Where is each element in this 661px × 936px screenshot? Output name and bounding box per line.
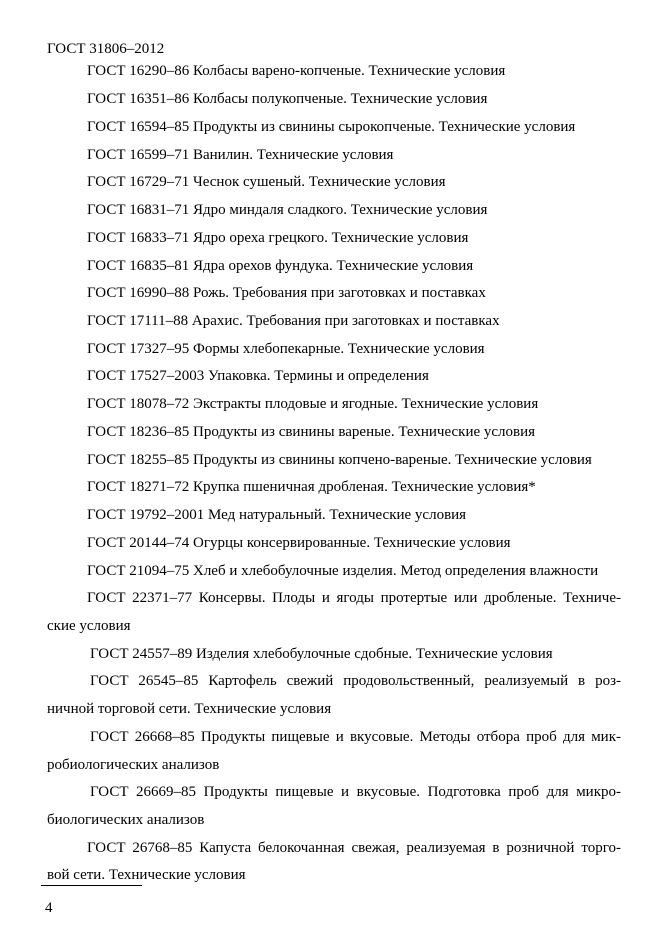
reference-line-4: ГОСТ 16599–71 Ванилин. Технические условия [87, 147, 394, 163]
footnote-divider [41, 885, 142, 886]
reference-line-19: ГОСТ 21094–75 Хлеб и хлебобулочные изделия. Метод определения влажности [87, 563, 599, 579]
wrapped-reference-5-second: биологических анализов [47, 812, 205, 828]
reference-line-11: ГОСТ 17327–95 Формы хлебопекарные. Технические условия [87, 341, 485, 357]
reference-line-16: ГОСТ 18271–72 Крупка пшеничная дробленая. Технические условия* [87, 479, 536, 495]
reference-line-12: ГОСТ 17527–2003 Упаковка. Термины и определения [87, 368, 429, 384]
reference-line-1: ГОСТ 16290–86 Колбасы варено-копченые. Технические условия [87, 63, 506, 79]
reference-line-13: ГОСТ 18078–72 Экстракты плодовые и ягодные. Технические условия [87, 396, 539, 412]
wrapped-reference-2-first: ГОСТ 24557–89 Изделия хлебобулочные сдобные. Технические условия [90, 646, 553, 662]
wrapped-reference-5-first: ГОСТ 26669–85 Продукты пищевые и вкусовые. Подготовка проб для микро- [90, 784, 621, 800]
reference-line-10: ГОСТ 17111–88 Арахис. Требования при заготовках и поставках [87, 313, 500, 329]
reference-line-15: ГОСТ 18255–85 Продукты из свинины копчено-вареные. Технические условия [87, 452, 592, 468]
page-number: 4 [45, 900, 53, 916]
reference-line-3: ГОСТ 16594–85 Продукты из свинины сырокопченые. Технические условия [87, 119, 576, 135]
reference-line-2: ГОСТ 16351–86 Колбасы полукопченые. Технические условия [87, 91, 488, 107]
wrapped-reference-3-first: ГОСТ 26545–85 Картофель свежий продовольственный, реализуемый в роз- [90, 673, 621, 689]
wrapped-reference-4-second: робиологических анализов [47, 757, 220, 773]
wrapped-reference-3-second: ничной торговой сети. Технические условия [47, 701, 332, 717]
document-header-id: ГОСТ 31806–2012 [47, 41, 165, 57]
reference-line-8: ГОСТ 16835–81 Ядра орехов фундука. Технические условия [87, 258, 474, 274]
reference-line-9: ГОСТ 16990–88 Рожь. Требования при заготовках и поставках [87, 285, 486, 301]
wrapped-reference-6-second: вой сети. Технические условия [47, 867, 246, 883]
reference-line-6: ГОСТ 16831–71 Ядро миндаля сладкого. Технические условия [87, 202, 488, 218]
wrapped-reference-6-first: ГОСТ 26768–85 Капуста белокочанная свежая, реализуемая в розничной торго- [87, 840, 621, 856]
reference-line-7: ГОСТ 16833–71 Ядро ореха грецкого. Технические условия [87, 230, 469, 246]
wrapped-reference-1-second: ские условия [47, 618, 131, 634]
wrapped-reference-4-first: ГОСТ 26668–85 Продукты пищевые и вкусовые. Методы отбора проб для мик- [90, 729, 621, 745]
reference-line-18: ГОСТ 20144–74 Огурцы консервированные. Технические условия [87, 535, 511, 551]
reference-line-14: ГОСТ 18236–85 Продукты из свинины вареные. Технические условия [87, 424, 536, 440]
reference-line-17: ГОСТ 19792–2001 Мед натуральный. Технические условия [87, 507, 467, 523]
wrapped-reference-1-first: ГОСТ 22371–77 Консервы. Плоды и ягоды протертые или дробленые. Техниче- [87, 590, 621, 606]
reference-line-5: ГОСТ 16729–71 Чеснок сушеный. Технические условия [87, 174, 446, 190]
